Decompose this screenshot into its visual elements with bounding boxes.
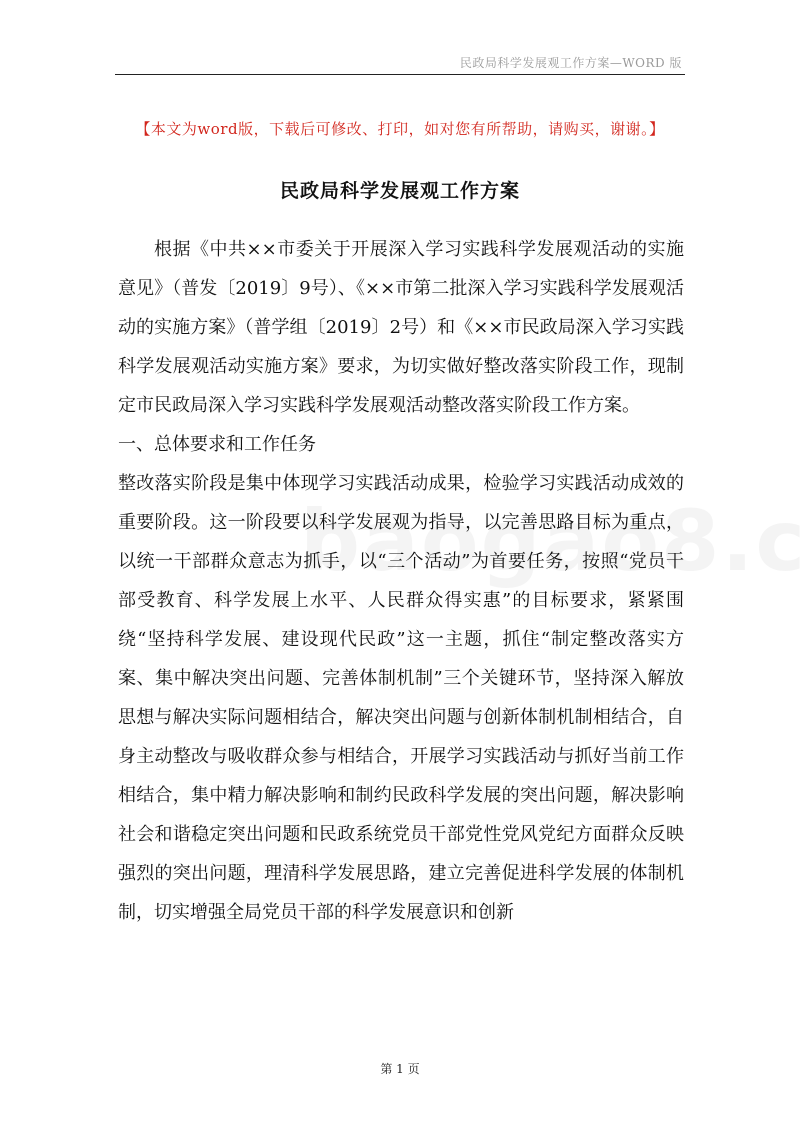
intro-paragraph: 根据《中共××市委关于开展深入学习实践科学发展观活动的实施意见》（普发〔2019〕9号）、《××市第二批深入学习实践科学发展观活动的实施方案》（普学组〔2019〕2号）和《××市民政局深入学习实践科学发展观活动实施方案》要求，为切实做好整改落实阶段工作，现制定市民政局深入学习实践科学发展观活动整改落实阶段工作方案。	[118, 239, 684, 416]
header-divider	[115, 74, 685, 75]
document-title: 民政局科学发展观工作方案	[279, 180, 520, 202]
section-heading: 一、总体要求和工作任务	[118, 434, 316, 455]
page-number: 第 1 页	[380, 1062, 420, 1076]
purchase-notice: 【本文为word版，下载后可修改、打印，如对您有所帮助，请购买，谢谢。】	[135, 120, 665, 138]
section-paragraph: 整改落实阶段是集中体现学习实践活动成果，检验学习实践活动成效的重要阶段。这一阶段要以科学发展观为指导，以完善思路目标为重点，以统一干部群众意志为抓手，以“三个活动”为首要任务，按照“党员干部受教育、科学发展上水平、人民群众得实惠”的目标要求，紧紧围绕“坚持科学发展、建设现代民政”这一主题，抓住“制定整改落实方案、集中解决突出问题、完善体制机制”三个关键环节，坚持深入解放思想与解决实际问题相结合，解决突出问题与创新体制机制相结合，自身主动整改与吸收群众参与相结合，开展学习实践活动与抓好当前工作相结合，集中精力解决影响和制约民政科学发展的突出问题，解决影响社会和谐稳定突出问题和民政系统党员干部党性党风党纪方面群众反映强烈的突出问题，理清科学发展思路，建立完善促进科学发展的体制机制，切实增强全局党员干部的科学发展意识和创新	[118, 473, 684, 923]
document-body	[118, 230, 684, 932]
running-header: 民政局科学发展观工作方案—WORD 版	[459, 56, 682, 70]
